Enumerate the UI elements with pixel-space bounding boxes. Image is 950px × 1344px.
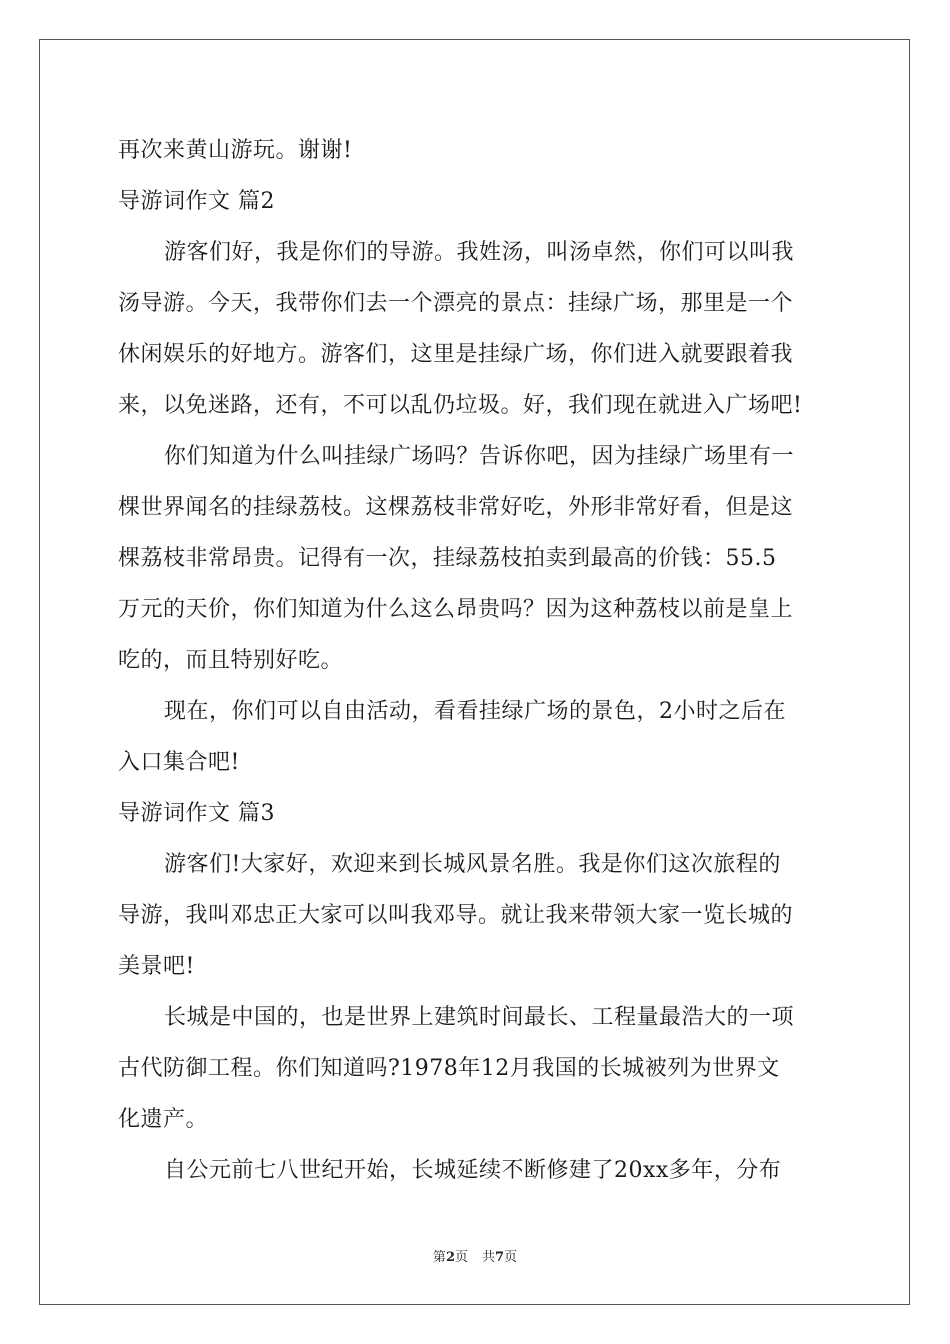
- text-line: 再次来黄山游玩。谢谢!: [118, 138, 353, 163]
- paragraph-line: 游客们好，我是你们的导游。我姓汤，叫汤卓然，你们可以叫我: [164, 240, 795, 265]
- paragraph-line: 自公元前七八世纪开始，长城延续不断修建了20xx多年，分布: [164, 1158, 782, 1183]
- paragraph-line: 导游，我叫邓忠正大家可以叫我邓导。就让我来带领大家一览长城的: [118, 903, 794, 928]
- footer-prefix: 第: [432, 1250, 446, 1265]
- section-heading-2: 导游词作文 篇2: [118, 189, 275, 214]
- paragraph-line: 万元的天价，你们知道为什么这么昂贵吗？因为这种荔枝以前是皇上: [118, 597, 794, 622]
- paragraph-line: 你们知道为什么叫挂绿广场吗？告诉你吧，因为挂绿广场里有一: [164, 444, 795, 469]
- document-body: [118, 128, 838, 1199]
- paragraph-line: 休闲娱乐的好地方。游客们，这里是挂绿广场，你们进入就要跟着我: [118, 342, 794, 367]
- paragraph-line: 游客们!大家好，欢迎来到长城风景名胜。我是你们这次旅程的: [164, 852, 781, 877]
- page-footer: [0, 1246, 950, 1265]
- paragraph-line: 美景吧!: [118, 954, 195, 979]
- paragraph-line: 古代防御工程。你们知道吗?1978年12月我国的长城被列为世界文: [118, 1056, 780, 1081]
- footer-total-prefix: 共: [482, 1250, 496, 1265]
- paragraph-line: 棵世界闻名的挂绿荔枝。这棵荔枝非常好吃，外形非常好看，但是这: [118, 495, 794, 520]
- footer-page-number: 2: [445, 1250, 455, 1265]
- footer-page-suffix: 页: [454, 1250, 468, 1265]
- paragraph-line: 来，以免迷路，还有，不可以乱仍垃圾。好，我们现在就进入广场吧!: [118, 393, 803, 418]
- paragraph-line: 汤导游。今天，我带你们去一个漂亮的景点：挂绿广场，那里是一个: [118, 291, 794, 316]
- footer-total-pages: 7: [495, 1250, 505, 1265]
- footer-total-suffix: 页: [504, 1250, 518, 1265]
- paragraph-line: 长城是中国的，也是世界上建筑时间最长、工程量最浩大的一项: [164, 1005, 795, 1030]
- paragraph-line: 化遗产。: [118, 1107, 209, 1132]
- paragraph-line: 现在，你们可以自由活动，看看挂绿广场的景色，2小时之后在: [164, 699, 786, 724]
- paragraph-line: 吃的，而且特别好吃。: [118, 648, 344, 673]
- section-heading-3: 导游词作文 篇3: [118, 801, 275, 826]
- paragraph-line: 棵荔枝非常昂贵。记得有一次，挂绿荔枝拍卖到最高的价钱：55.5: [118, 546, 777, 571]
- paragraph-line: 入口集合吧!: [118, 750, 240, 775]
